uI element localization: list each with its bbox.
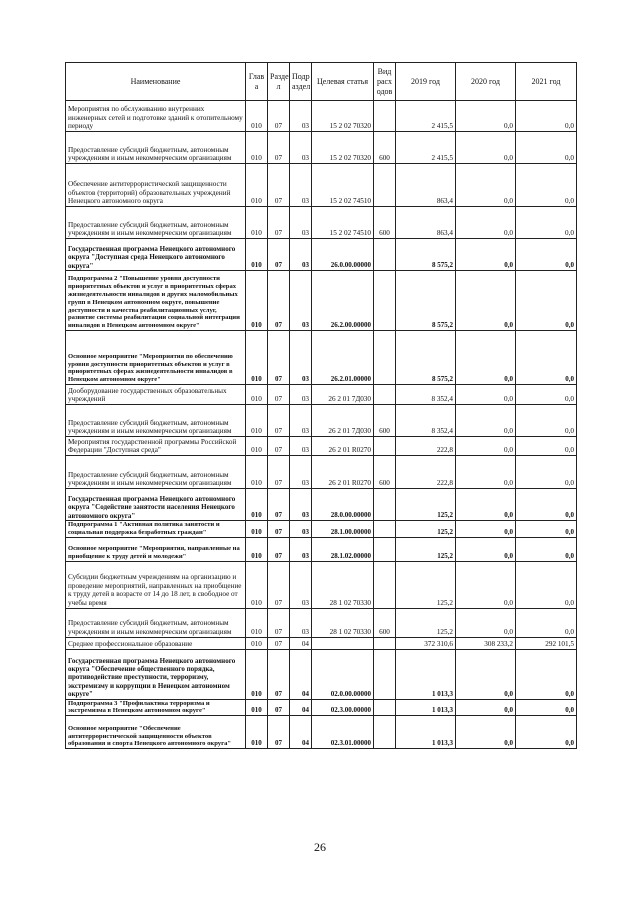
row-podrazdel: 03: [290, 331, 312, 385]
row-name: Основное мероприятие "Мероприятия, направленные на приобщение к труду детей и молодежи": [66, 537, 246, 561]
row-vid-raskhodov: 600: [374, 608, 396, 637]
row-2019: 8 352,4: [396, 385, 456, 405]
row-2019: 125,2: [396, 608, 456, 637]
row-2021: 0,0: [516, 164, 577, 207]
row-vid-raskhodov: [374, 437, 396, 456]
row-2019: 8 575,2: [396, 271, 456, 331]
row-glava: 010: [246, 437, 268, 456]
row-2019: 125,2: [396, 489, 456, 521]
row-razdel: 07: [268, 716, 290, 749]
row-2020: 0,0: [456, 101, 516, 132]
row-glava: 010: [246, 489, 268, 521]
row-razdel: 07: [268, 456, 290, 489]
row-2021: 0,0: [516, 456, 577, 489]
row-glava: 010: [246, 649, 268, 699]
row-razdel: 07: [268, 649, 290, 699]
row-razdel: 07: [268, 637, 290, 649]
table-header-row: [66, 63, 577, 101]
row-2021: 0,0: [516, 649, 577, 699]
row-razdel: 07: [268, 405, 290, 437]
row-razdel: 07: [268, 437, 290, 456]
row-razdel: 07: [268, 132, 290, 164]
row-glava: 010: [246, 405, 268, 437]
row-tselevaya-statya: 28 1 02 70330: [312, 561, 374, 608]
row-2019: 8 352,4: [396, 405, 456, 437]
row-name: Основное мероприятие "Мероприятия по обеспечению уровня доступности приоритетных объектов и услуг в приоритетных сферах жизнедеятельности инвалидов в Ненецком автономном округе": [66, 331, 246, 385]
row-2020: 0,0: [456, 649, 516, 699]
row-vid-raskhodov: [374, 331, 396, 385]
row-podrazdel: 03: [290, 456, 312, 489]
row-name: Предоставление субсидий бюджетным, автономным учреждениям и иным некоммерческим организациям: [66, 405, 246, 437]
row-podrazdel: 03: [290, 132, 312, 164]
table-row: [66, 649, 577, 699]
row-name: Государственная программа Ненецкого автономного округа "Содействие занятости населения Ненецкого автономного округа": [66, 489, 246, 521]
row-tselevaya-statya: [312, 637, 374, 649]
row-2020: 0,0: [456, 405, 516, 437]
header-2019: 2019 год: [396, 63, 456, 101]
row-tselevaya-statya: 26 2 01 R0270: [312, 456, 374, 489]
row-glava: 010: [246, 521, 268, 538]
row-2021: 0,0: [516, 132, 577, 164]
row-glava: 010: [246, 239, 268, 271]
row-tselevaya-statya: 26.2.01.00000: [312, 331, 374, 385]
header-podrazdel: Подр аздел: [290, 63, 312, 101]
row-name: Подпрограмма 1 "Активная политика занятости и социальная поддержка безработных граждан": [66, 521, 246, 538]
row-glava: 010: [246, 164, 268, 207]
page-number: 26: [314, 840, 326, 854]
row-razdel: 07: [268, 521, 290, 538]
table-row: [66, 699, 577, 716]
row-glava: 010: [246, 561, 268, 608]
row-podrazdel: 04: [290, 637, 312, 649]
row-podrazdel: 03: [290, 561, 312, 608]
row-2020: 0,0: [456, 207, 516, 239]
row-2021: 0,0: [516, 385, 577, 405]
row-tselevaya-statya: 26.2.00.00000: [312, 271, 374, 331]
table-row: [66, 239, 577, 271]
row-2019: 372 310,6: [396, 637, 456, 649]
row-vid-raskhodov: [374, 489, 396, 521]
row-2020: 0,0: [456, 716, 516, 749]
row-2019: 125,2: [396, 561, 456, 608]
row-2019: 1 013,3: [396, 716, 456, 749]
row-2019: 222,8: [396, 456, 456, 489]
row-podrazdel: 03: [290, 537, 312, 561]
row-glava: 010: [246, 608, 268, 637]
table-row: [66, 489, 577, 521]
row-tselevaya-statya: 15 2 02 74510: [312, 164, 374, 207]
row-razdel: 07: [268, 537, 290, 561]
row-vid-raskhodov: 600: [374, 405, 396, 437]
row-vid-raskhodov: 600: [374, 132, 396, 164]
row-razdel: 07: [268, 101, 290, 132]
row-2020: 0,0: [456, 164, 516, 207]
table-row: [66, 405, 577, 437]
row-2021: 0,0: [516, 101, 577, 132]
table-row: [66, 608, 577, 637]
table-row: [66, 101, 577, 132]
row-name: Субсидии бюджетным учреждениям на организацию и проведение мероприятий, направленных на приобщение к труду детей в возрасте от 14 до 18 лет, в свободное от учебы время: [66, 561, 246, 608]
row-2021: 0,0: [516, 608, 577, 637]
row-2020: 0,0: [456, 239, 516, 271]
row-glava: 010: [246, 699, 268, 716]
row-razdel: 07: [268, 699, 290, 716]
row-podrazdel: 03: [290, 164, 312, 207]
header-tselevaya-statya: Целевая статья: [312, 63, 374, 101]
row-name: Предоставление субсидий бюджетным, автономным учреждениям и иным некоммерческим организациям: [66, 608, 246, 637]
row-glava: 010: [246, 385, 268, 405]
row-vid-raskhodov: 600: [374, 207, 396, 239]
row-2021: 0,0: [516, 699, 577, 716]
row-podrazdel: 03: [290, 385, 312, 405]
table-row: [66, 716, 577, 749]
row-razdel: 07: [268, 561, 290, 608]
row-2021: 0,0: [516, 521, 577, 538]
row-2020: 0,0: [456, 489, 516, 521]
row-tselevaya-statya: 26 2 01 R0270: [312, 437, 374, 456]
row-vid-raskhodov: [374, 385, 396, 405]
row-razdel: 07: [268, 608, 290, 637]
row-vid-raskhodov: [374, 101, 396, 132]
row-tselevaya-statya: 15 2 02 70320: [312, 132, 374, 164]
row-2021: 0,0: [516, 537, 577, 561]
table-row: [66, 521, 577, 538]
row-tselevaya-statya: 28.0.00.00000: [312, 489, 374, 521]
header-2020: 2020 год: [456, 63, 516, 101]
table-row: [66, 637, 577, 649]
row-vid-raskhodov: [374, 649, 396, 699]
row-vid-raskhodov: 600: [374, 456, 396, 489]
table-row: [66, 385, 577, 405]
row-name: Среднее профессиональное образование: [66, 637, 246, 649]
row-podrazdel: 03: [290, 521, 312, 538]
table-row: [66, 537, 577, 561]
row-razdel: 07: [268, 489, 290, 521]
row-podrazdel: 03: [290, 405, 312, 437]
row-razdel: 07: [268, 207, 290, 239]
row-glava: 010: [246, 271, 268, 331]
row-name: Предоставление субсидий бюджетным, автономным учреждениям и иным некоммерческим организациям: [66, 132, 246, 164]
row-razdel: 07: [268, 164, 290, 207]
row-2020: 0,0: [456, 385, 516, 405]
row-podrazdel: 04: [290, 649, 312, 699]
row-2019: 125,2: [396, 521, 456, 538]
row-podrazdel: 04: [290, 716, 312, 749]
row-razdel: 07: [268, 385, 290, 405]
row-name: Дооборудование государственных образовательных учреждений: [66, 385, 246, 405]
row-2021: 0,0: [516, 561, 577, 608]
row-2019: 1 013,3: [396, 699, 456, 716]
row-2021: 0,0: [516, 207, 577, 239]
row-name: Предоставление субсидий бюджетным, автономным учреждениям и иным некоммерческим организациям: [66, 207, 246, 239]
row-vid-raskhodov: [374, 537, 396, 561]
row-2021: 0,0: [516, 271, 577, 331]
row-podrazdel: 03: [290, 207, 312, 239]
budget-table: [65, 62, 577, 749]
row-podrazdel: 03: [290, 239, 312, 271]
row-2021: 0,0: [516, 331, 577, 385]
row-vid-raskhodov: [374, 637, 396, 649]
row-2020: 0,0: [456, 561, 516, 608]
row-tselevaya-statya: 26 2 01 7Д030: [312, 405, 374, 437]
row-name: Подпрограмма 3 "Профилактика терроризма и экстремизма в Ненецком автономном округе": [66, 699, 246, 716]
row-vid-raskhodov: [374, 239, 396, 271]
row-2019: 125,2: [396, 537, 456, 561]
table-row: [66, 437, 577, 456]
row-glava: 010: [246, 207, 268, 239]
row-2020: 0,0: [456, 437, 516, 456]
row-2021: 292 101,5: [516, 637, 577, 649]
row-glava: 010: [246, 716, 268, 749]
header-glava: Глав а: [246, 63, 268, 101]
row-podrazdel: 03: [290, 271, 312, 331]
header-razdel: Разде л: [268, 63, 290, 101]
row-glava: 010: [246, 537, 268, 561]
table-row: [66, 561, 577, 608]
header-vid-raskhodov: Вид расх одов: [374, 63, 396, 101]
row-2020: 0,0: [456, 521, 516, 538]
row-podrazdel: 03: [290, 437, 312, 456]
row-name: Государственная программа Ненецкого автономного округа "Обеспечение общественного порядка, противодействие преступности, терроризму, экстремизму и коррупции в Ненецком автономном округе": [66, 649, 246, 699]
table-row: [66, 132, 577, 164]
row-2021: 0,0: [516, 716, 577, 749]
table-row: [66, 331, 577, 385]
row-vid-raskhodov: [374, 521, 396, 538]
table-row: [66, 207, 577, 239]
row-glava: 010: [246, 456, 268, 489]
header-2021: 2021 год: [516, 63, 577, 101]
table-row: [66, 164, 577, 207]
row-glava: 010: [246, 331, 268, 385]
row-razdel: 07: [268, 239, 290, 271]
table-row: [66, 271, 577, 331]
row-vid-raskhodov: [374, 716, 396, 749]
row-2020: 0,0: [456, 331, 516, 385]
row-tselevaya-statya: 28.1.00.00000: [312, 521, 374, 538]
row-glava: 010: [246, 132, 268, 164]
header-name: Наименование: [66, 63, 246, 101]
row-tselevaya-statya: 28.1.02.00000: [312, 537, 374, 561]
row-podrazdel: 03: [290, 101, 312, 132]
row-name: Предоставление субсидий бюджетным, автономным учреждениям и иным некоммерческим организациям: [66, 456, 246, 489]
row-tselevaya-statya: 15 2 02 74510: [312, 207, 374, 239]
row-2020: 0,0: [456, 699, 516, 716]
row-2020: 0,0: [456, 608, 516, 637]
row-tselevaya-statya: 02.0.00.00000: [312, 649, 374, 699]
row-name: Государственная программа Ненецкого автономного округа "Доступная среда Ненецкого автономного округа": [66, 239, 246, 271]
row-2019: 8 575,2: [396, 239, 456, 271]
row-vid-raskhodov: [374, 164, 396, 207]
row-2020: 0,0: [456, 132, 516, 164]
row-glava: 010: [246, 101, 268, 132]
row-name: Подпрограмма 2 "Повышение уровня доступности приоритетных объектов и услуг в приоритетных сферах жизнедеятельности инвалидов и других маломобильных групп в Ненецком автономном округе, повышение доступности и качества реабилитационных услуг, развитие системы реабилитации социальной интеграции инвалидов в Ненецком автономном округе": [66, 271, 246, 331]
row-2020: 0,0: [456, 271, 516, 331]
row-2021: 0,0: [516, 489, 577, 521]
row-name: Мероприятия по обслуживанию внутренних инженерных сетей и подготовке зданий к отопительному периоду: [66, 101, 246, 132]
row-2019: 863,4: [396, 207, 456, 239]
row-podrazdel: 04: [290, 699, 312, 716]
row-name: Обеспечение антитеррористической защищенности объектов (территорий) образовательных учреждений Ненецкого автономного округа: [66, 164, 246, 207]
row-tselevaya-statya: 02.3.00.00000: [312, 699, 374, 716]
row-podrazdel: 03: [290, 608, 312, 637]
row-vid-raskhodov: [374, 271, 396, 331]
row-razdel: 07: [268, 271, 290, 331]
row-glava: 010: [246, 637, 268, 649]
row-2021: 0,0: [516, 405, 577, 437]
row-2019: 1 013,3: [396, 649, 456, 699]
table-row: [66, 456, 577, 489]
row-tselevaya-statya: 26.0.00.00000: [312, 239, 374, 271]
row-2019: 222,8: [396, 437, 456, 456]
row-2020: 0,0: [456, 456, 516, 489]
row-2019: 2 415,5: [396, 101, 456, 132]
row-2020: 308 233,2: [456, 637, 516, 649]
row-name: Основное мероприятие "Обеспечение антитеррористической защищенности объектов образования и спорта Ненецкого автономного округа": [66, 716, 246, 749]
row-2019: 8 575,2: [396, 331, 456, 385]
row-2019: 2 415,5: [396, 132, 456, 164]
row-tselevaya-statya: 02.3.01.00000: [312, 716, 374, 749]
row-2020: 0,0: [456, 537, 516, 561]
row-tselevaya-statya: 15 2 02 70320: [312, 101, 374, 132]
row-name: Мероприятия государственной программы Российской Федерации "Доступная среда": [66, 437, 246, 456]
row-vid-raskhodov: [374, 699, 396, 716]
row-2021: 0,0: [516, 239, 577, 271]
row-razdel: 07: [268, 331, 290, 385]
row-2021: 0,0: [516, 437, 577, 456]
row-tselevaya-statya: 26 2 01 7Д030: [312, 385, 374, 405]
row-vid-raskhodov: [374, 561, 396, 608]
row-2019: 863,4: [396, 164, 456, 207]
row-podrazdel: 03: [290, 489, 312, 521]
row-tselevaya-statya: 28 1 02 70330: [312, 608, 374, 637]
